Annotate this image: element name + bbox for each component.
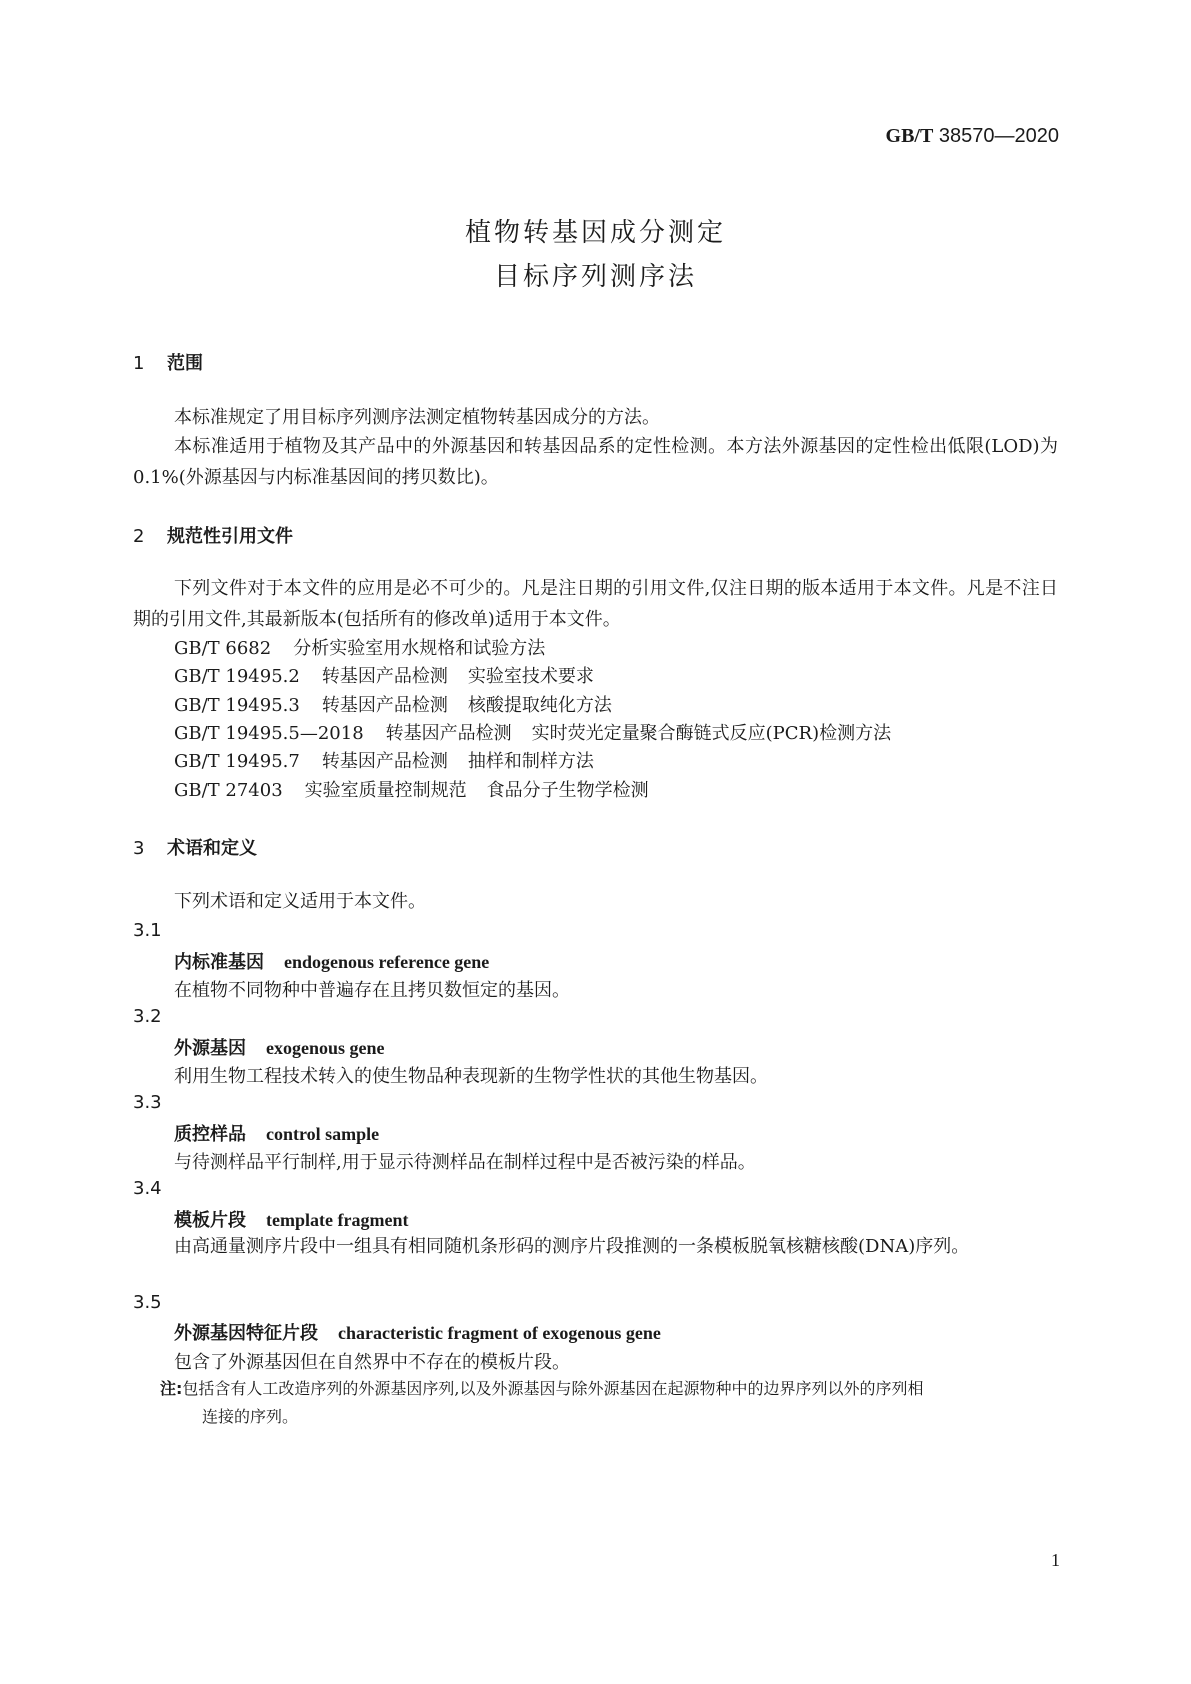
normative-reference [174, 691, 612, 717]
term-number: 3.1 [133, 920, 162, 941]
term-definition: 包含了外源基因但在自然界中不存在的模板片段。 [174, 1352, 570, 1373]
term-heading [174, 948, 489, 974]
term-chinese: 内标准基因 [174, 952, 264, 973]
reference-subtitle: 食品分子生物学检测 [486, 780, 649, 801]
section-title: 范围 [167, 353, 203, 374]
standard-number [886, 125, 1059, 148]
term-definition: 利用生物工程技术转入的使生物品种表现新的生物学性状的其他生物基因。 [174, 1066, 768, 1087]
term-heading [174, 1034, 385, 1060]
section-number: 2 [133, 526, 145, 547]
reference-title: 转基因产品检测 [385, 723, 512, 744]
section-3-heading [133, 834, 257, 860]
reference-code: GB/T 27403 [174, 780, 283, 801]
note-text-2: 连接的序列。 [202, 1407, 299, 1426]
section-title: 规范性引用文件 [167, 526, 293, 547]
section-3-paragraph-1: 下列术语和定义适用于本文件。 [174, 891, 426, 912]
document-title-line1: 植物转基因成分测定 [464, 218, 726, 248]
page-number: 1 [1051, 1550, 1060, 1570]
term-definition: 在植物不同物种中普遍存在且拷贝数恒定的基因。 [174, 980, 570, 1001]
normative-reference [174, 634, 545, 660]
term-heading [174, 1319, 661, 1345]
section-2-heading [133, 522, 293, 548]
term-english: endogenous reference gene [284, 952, 490, 972]
term-number: 3.2 [133, 1006, 162, 1027]
section-1-heading [133, 349, 203, 375]
reference-subtitle: 抽样和制样方法 [467, 751, 594, 772]
normative-reference [174, 776, 649, 802]
note-text-1: 包括含有人工改造序列的外源基因序列,以及外源基因与除外源基因在起源物种中的边界序列以外的序列相 [182, 1379, 924, 1398]
normative-reference [174, 662, 594, 688]
reference-title: 转基因产品检测 [321, 666, 448, 687]
normative-reference [174, 719, 891, 745]
term-chinese: 外源基因特征片段 [174, 1323, 318, 1344]
reference-title: 实验室质量控制规范 [304, 780, 467, 801]
term-definition: 由高通量测序片段中一组具有相同随机条形码的测序片段推测的一条模板脱氧核糖核酸(DNA)序列。 [174, 1236, 970, 1257]
term-number: 3.4 [133, 1178, 162, 1199]
reference-code: GB/T 19495.5—2018 [174, 723, 364, 744]
term-heading [174, 1120, 379, 1146]
term-chinese: 外源基因 [174, 1038, 246, 1059]
document-title-line2: 目标序列测序法 [493, 262, 697, 292]
note-label: 注: [160, 1379, 183, 1398]
section-number: 1 [133, 353, 145, 374]
section-1-paragraph-1: 本标准规定了用目标序列测序法测定植物转基因成分的方法。 [174, 407, 660, 428]
reference-code: GB/T 19495.3 [174, 695, 300, 716]
term-english: control sample [266, 1124, 380, 1144]
reference-code: GB/T 6682 [174, 638, 272, 659]
term-definition: 与待测样品平行制样,用于显示待测样品在制样过程中是否被污染的样品。 [174, 1152, 756, 1173]
term-chinese: 模板片段 [174, 1210, 246, 1231]
term-english: exogenous gene [266, 1038, 385, 1058]
term-note [160, 1375, 1060, 1431]
reference-code: GB/T 19495.7 [174, 751, 300, 772]
normative-reference [174, 747, 594, 773]
term-english: template fragment [266, 1210, 409, 1230]
section-title: 术语和定义 [167, 838, 257, 859]
reference-subtitle: 实验室技术要求 [467, 666, 594, 687]
term-chinese: 质控样品 [174, 1124, 246, 1145]
note-line-1 [160, 1375, 1060, 1403]
reference-title: 转基因产品检测 [321, 751, 448, 772]
reference-subtitle: 核酸提取纯化方法 [467, 695, 612, 716]
reference-code: GB/T 19495.2 [174, 666, 300, 687]
reference-title: 分析实验室用水规格和试验方法 [293, 638, 546, 659]
reference-title: 转基因产品检测 [321, 695, 448, 716]
section-2-paragraph-1: 下列文件对于本文件的应用是必不可少的。凡是注日期的引用文件,仅注日期的版本适用于本文件。凡是不注日期的引用文件,其最新版本(包括所有的修改单)适用于本文件。 [133, 578, 1058, 630]
reference-subtitle: 实时荧光定量聚合酶链式反应(PCR)检测方法 [531, 723, 892, 744]
term-heading [174, 1206, 408, 1232]
section-number: 3 [133, 838, 145, 859]
standard-code: 38570—2020 [938, 125, 1059, 147]
term-english: characteristic fragment of exogenous gene [338, 1323, 661, 1343]
section-1-paragraph-2: 本标准适用于植物及其产品中的外源基因和转基因品系的定性检测。本方法外源基因的定性检出低限(LOD)为 0.1%(外源基因与内标准基因间的拷贝数比)。 [133, 436, 1058, 488]
standard-prefix: GB/T [885, 125, 934, 147]
term-number: 3.5 [133, 1292, 162, 1313]
term-number: 3.3 [133, 1092, 162, 1113]
